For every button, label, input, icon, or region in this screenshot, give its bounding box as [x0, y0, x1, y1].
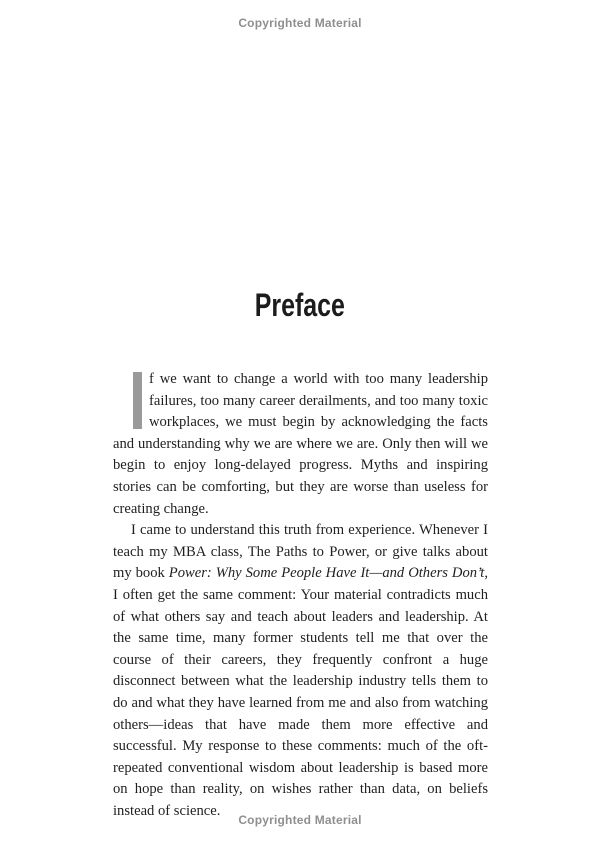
paragraph-second-text-start: I came to understand this truth from experience. Whenever I teach my MBA class, The Paths to Power, or give talks about my book: [113, 522, 488, 582]
chapter-title: Preface: [254, 287, 346, 323]
paragraph-opening-text: f we want to change a world with too many leadership failures, too many career derailments, and too many toxic workplaces, we must begin by acknowledging the facts and understanding why we are where we are. Only then will we begin to enjoy long-delayed progress. Myths and inspiring stories can be comforting, but they are worse than useless for creating change.: [113, 371, 488, 517]
copyright-notice-top: Copyrighted Material: [238, 16, 362, 30]
chapter-title-wrap: [0, 288, 600, 322]
paragraph-second-text-end: , I often get the same comment: Your material contradicts much of what others say and teach about leaders and leadership. At the same time, many former students tell me that over the course of their careers, they frequently confront a huge disconnect between what the leadership industry tells them to do and what they have learned from me and also from watching others—ideas that have made them more effective and successful. My response to these comments: much of the oft-repeated conventional wisdom about leadership is based more on hope than reality, on wishes rather than data, on beliefs instead of science.: [113, 565, 488, 819]
copyright-notice-bottom: Copyrighted Material: [238, 813, 362, 827]
paragraph-second: [113, 520, 488, 822]
paragraph-opening: [113, 369, 488, 520]
body-text-block: [113, 369, 488, 822]
drop-cap-i-bar: [133, 372, 142, 429]
book-title-italic: Power: Why Some People Have It—and Others Don’t: [168, 565, 485, 582]
